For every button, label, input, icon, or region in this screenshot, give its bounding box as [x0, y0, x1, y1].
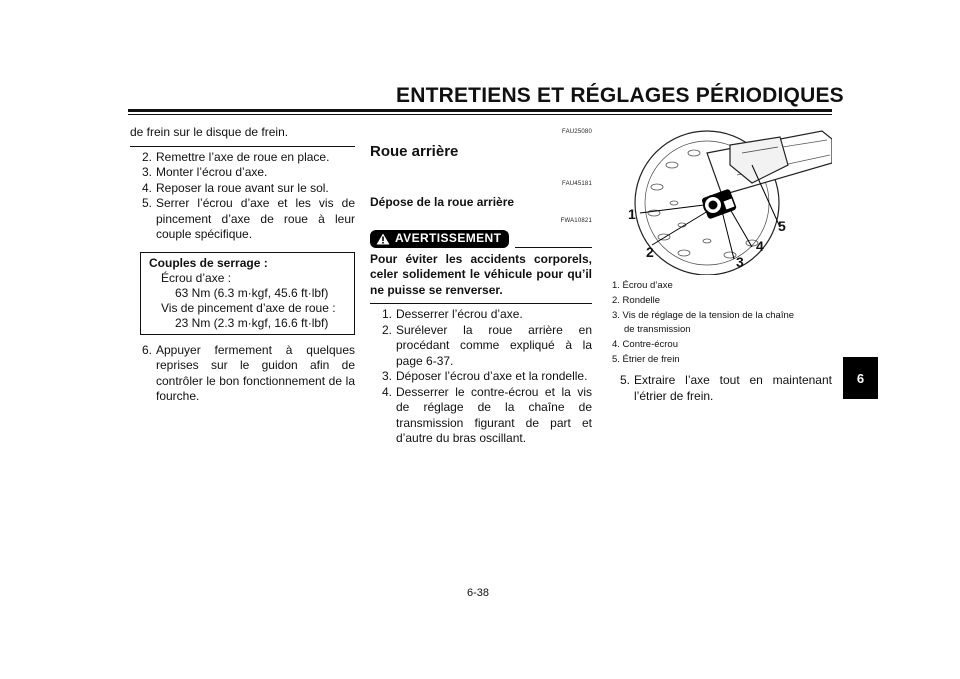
step-list — [130, 150, 355, 243]
subsection-title: Dépose de la roue arrière — [370, 194, 515, 209]
reference-code: FWA10821 — [560, 218, 592, 224]
list-item: 3. Monter l’écrou d’axe. — [142, 165, 268, 179]
list-item: 6. Appuyer fermement à quelques reprises sur le guidon afin de contrôler le bon fonctionnement de la fourche. — [142, 342, 355, 403]
list-item: 4. Desserrer le contre-écrou et la vis de réglage de la chaîne de transmission figurant de part et d’autre du bras oscillant. — [382, 384, 592, 445]
list-item: 1. Desserrer l’écrou d’axe. — [382, 307, 523, 321]
divider — [130, 146, 355, 147]
list-item: 2. Remettre l’axe de roue en place. — [142, 149, 330, 164]
chapter-tab[interactable]: 6 — [843, 357, 878, 399]
header-rule-thin — [128, 114, 832, 115]
legend-item: 5. Étrier de frein — [612, 354, 680, 365]
list-item: 2. Surélever la roue arrière en procédant comme expliqué à la page 6-37. — [382, 322, 592, 368]
step-list — [370, 307, 592, 447]
step-list — [130, 343, 355, 405]
warning-rule — [515, 247, 592, 248]
list-item: 3. Déposer l’écrou d’axe et la rondelle. — [382, 369, 588, 383]
torque-specs-box — [140, 252, 355, 335]
warning-text: Pour éviter les accidents corporels, celer solidement le véhicule pour qu’il ne puisse se renverser. — [370, 251, 592, 297]
legend-item: 1. Écrou d’axe — [612, 280, 673, 291]
figure-callout-label: 2 — [646, 244, 654, 260]
torque-item-label: Vis de pincement d’axe de roue : — [161, 300, 336, 315]
warning-header — [370, 230, 592, 248]
warning-badge: AVERTISSEMENT — [370, 230, 509, 248]
page-header-title: ENTRETIENS ET RÉGLAGES PÉRIODIQUES — [396, 84, 844, 107]
legend-item: 4. Contre-écrou — [612, 339, 679, 350]
legend-item: 3. Vis de réglage de la tension de la chaîne de transmission — [612, 310, 795, 335]
figure-callout-label: 5 — [778, 218, 786, 234]
rear-wheel-figure — [612, 125, 832, 275]
figure-callout-label: 3 — [736, 254, 744, 270]
list-item: 5. Serrer l’écrou d’axe et les vis de pincement d’axe de roue à leur couple spécifique. — [142, 196, 355, 241]
torque-item-value: 63 Nm (6.3 m·kgf, 45.6 ft·lbf) — [175, 285, 329, 300]
reference-code: FAU25080 — [562, 129, 592, 135]
intro-text: de frein sur le disque de frein. — [130, 125, 289, 139]
figure-legend — [612, 279, 832, 367]
rear-wheel-axle-illustration — [612, 125, 832, 275]
list-item: 5. Extraire l’axe tout en maintenant l’étrier de frein. — [620, 373, 832, 403]
section-title: Roue arrière — [370, 142, 459, 160]
legend-item: 2. Rondelle — [612, 295, 661, 306]
column-middle — [370, 125, 592, 447]
torque-item-value: 23 Nm (2.3 m·kgf, 16.6 ft·lbf) — [175, 315, 329, 330]
column-right — [612, 125, 832, 404]
divider — [370, 303, 592, 304]
warning-triangle-icon — [376, 233, 390, 245]
torque-title: Couples de serrage : — [149, 255, 268, 270]
column-left — [130, 125, 355, 405]
figure-callout-label: 1 — [628, 206, 636, 222]
figure-callout-label: 4 — [756, 238, 764, 254]
step-list — [612, 373, 832, 404]
list-item: 4. Reposer la roue avant sur le sol. — [142, 180, 329, 195]
page-number: 6-38 — [467, 587, 490, 599]
header-rule-thick — [128, 109, 832, 112]
torque-item-label: Écrou d’axe : — [161, 270, 232, 285]
reference-code: FAU45181 — [562, 181, 592, 187]
